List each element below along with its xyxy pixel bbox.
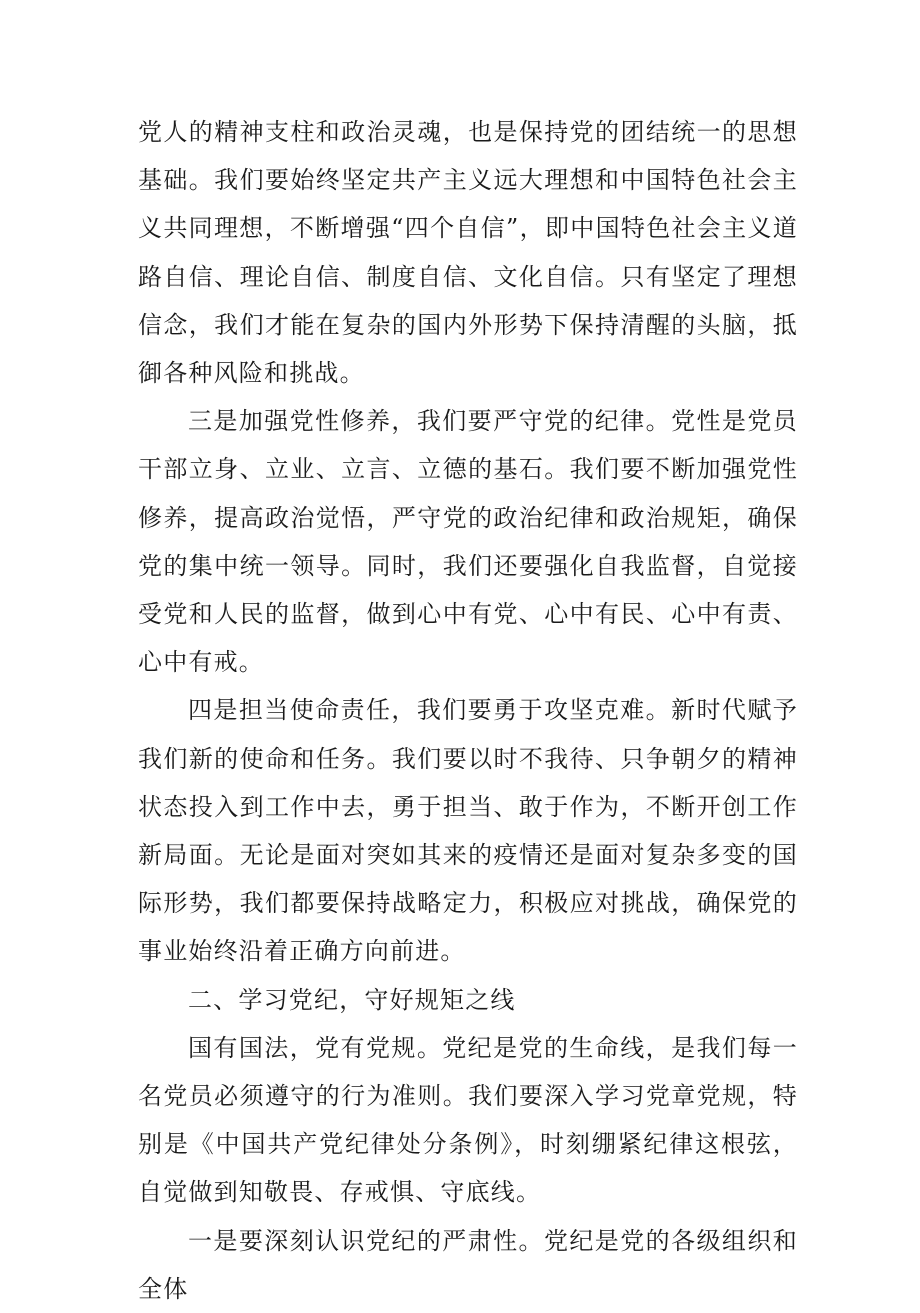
document-body	[138, 108, 798, 1313]
section-heading-party-discipline: 二、学习党纪，守好规矩之线	[188, 985, 516, 1014]
paragraph-ideals-continuation: 党人的精神支柱和政治灵魂，也是保持党的团结统一的思想基础。我们要始终坚定共产主义远大理想和中国特色社会主义共同理想，不断增强“四个自信”，即中国特色社会主义道路自信、理论自信、制度自信、文化自信。只有坚定了理想信念，我们才能在复杂的国内外形势下保持清醒的头脑，抵御各种风险和挑战。	[138, 118, 798, 388]
paragraph-party-spirit: 三是加强党性修养，我们要严守党的纪律。党性是党员干部立身、立业、立言、立德的基石。我们要不断加强党性修养，提高政治觉悟，严守党的政治纪律和政治规矩，确保党的集中统一领导。同时，我们还要强化自我监督，自觉接受党和人民的监督，做到心中有党、心中有民、心中有责、心中有戒。	[138, 407, 798, 677]
paragraph-discipline-seriousness: 一是要深刻认识党纪的严肃性。党纪是党的各级组织和全体	[138, 1226, 798, 1303]
paragraph-mission: 四是担当使命责任，我们要勇于攻坚克难。新时代赋予我们新的使命和任务。我们要以时不我待、只争朝夕的精神状态投入到工作中去，勇于担当、敢于作为，不断开创工作新局面。无论是面对突如其来的疫情还是面对复杂多变的国际形势，我们都要保持战略定力，积极应对挑战，确保党的事业始终沿着正确方向前进。	[138, 696, 798, 966]
paragraph-party-rules: 国有国法，党有党规。党纪是党的生命线，是我们每一名党员必须遵守的行为准则。我们要深入学习党章党规，特别是《中国共产党纪律处分条例》，时刻绷紧纪律这根弦，自觉做到知敬畏、存戒惧、守底线。	[138, 1033, 798, 1207]
